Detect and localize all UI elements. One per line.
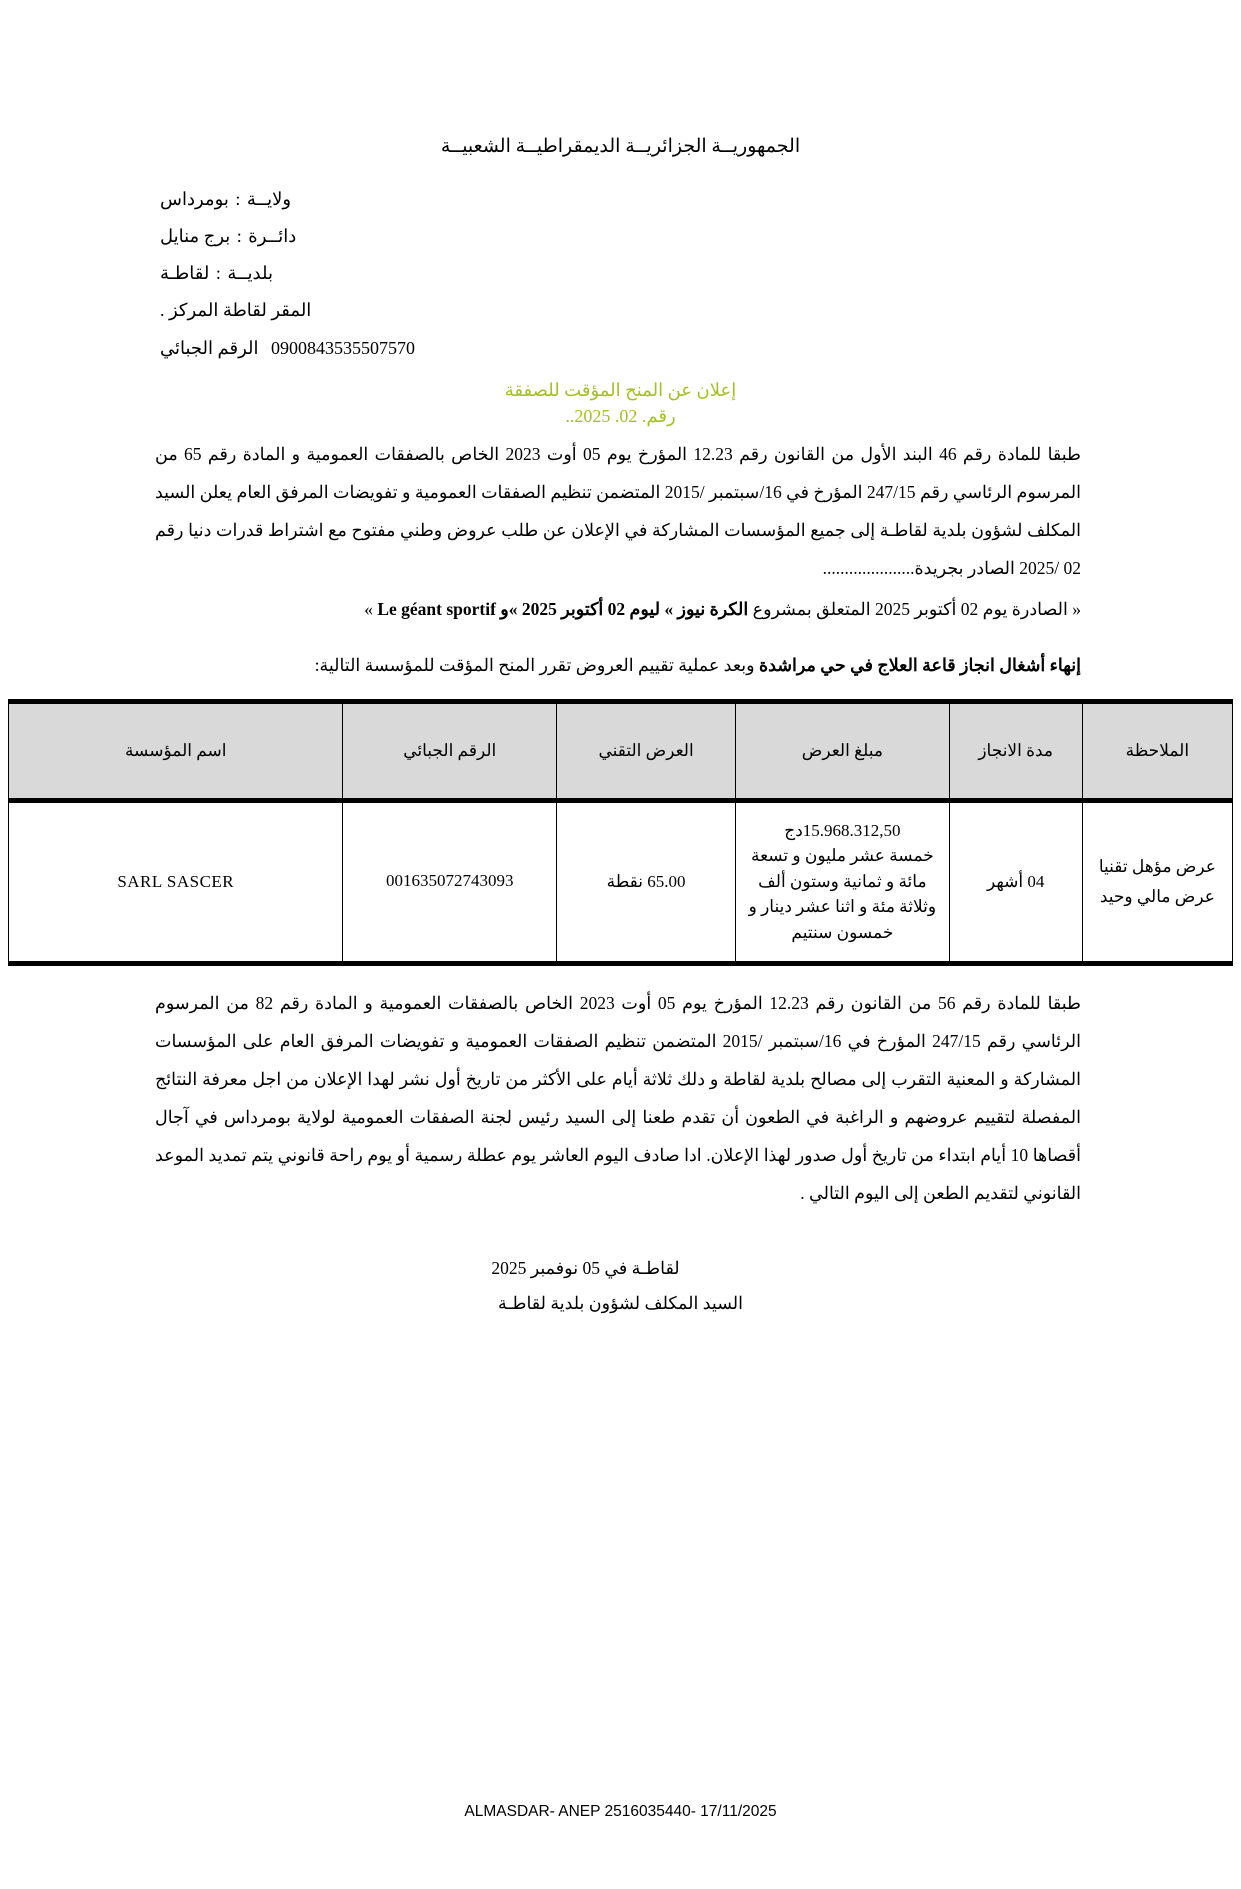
cell-technical-offer: 65.00 نقطة [557, 800, 736, 963]
project-award-text: وبعد عملية تقييم العروض تقرر المنح المؤقت للمؤسسة التالية: [314, 654, 755, 675]
admin-label-daira: دائــرة [248, 225, 297, 246]
national-header: الجمهوريــة الجزائريــة الديمقراطيــة الشعبيــة [440, 136, 801, 157]
admin-sep-wilaya: : [235, 188, 241, 209]
newspaper-date-ar: » ليوم 02 أكتوبر 2025 »و [500, 598, 674, 619]
award-table-body [9, 800, 1233, 963]
project-title: إنهاء أشغال انجاز قاعة العلاج في حي مراشدة [759, 654, 1081, 675]
cell-fiscal-number: 001635072743093 [343, 800, 557, 963]
signature-signer: السيد المكلف لشؤون بلدية لقاطـة [498, 1292, 743, 1313]
cell-note-line-1: عرض مؤهل تقنيا [1098, 856, 1216, 876]
newspaper-publication-line [155, 590, 1081, 628]
admin-label-wilaya: ولايــة [246, 188, 292, 209]
cell-amount [736, 800, 950, 963]
column-header-fiscal-number: الرقم الجبائي [343, 701, 557, 800]
signature-block [0, 1251, 1241, 1321]
appeal-procedure-paragraph: طبقا للمادة رقم 56 من القانون رقم 12.23 المؤرخ يوم 05 أوت 2023 الخاص بالصفقات العمومية و المادة رقم 82 من المرسوم الرئاسي رقم 247/15 المؤرخ في 16/سبتمبر /2015 المتضمن تنظيم الصفقات العمومية و تفويضات المرفق العام على المؤسسات المشاركة و المعنية التقرب إلى مصالح بلدية لقاطة و دلك ثلاثة أيام على الأكثر من تاريخ أول نشر لهدا الإعلان من اجل معرفة النتائج المفصلة لتقييم عروضهم و الراغبة في الطعون أن تقدم طعنا إلى السيد رئيس لجنة الصفقات العمومية لولاية بومرداس في آجال أقصاها 10 أيام ابتداء من تاريخ أول صدور لهذا الإعلان. ادا صادف اليوم العاشر يوم عطلة رسمية أو يوم راحة قانوني يتم تمديد الموعد القانوني لتقديم الطعن إلى اليوم التالي . [155, 992, 1081, 1204]
fiscal-number-value: 0900843535507570 [271, 337, 416, 358]
column-header-company-name: اسم المؤسسة [9, 701, 343, 800]
newspaper-suffix-text: « الصادرة يوم 02 أكتوبر 2025 المتعلق بمشروع [752, 598, 1081, 619]
admin-sep-daira: : [236, 225, 242, 246]
column-header-technical-offer: العرض التقني [557, 701, 736, 800]
newspaper-quote-open: » [364, 598, 373, 619]
admin-row-daira [160, 218, 1241, 255]
admin-row-baladia [160, 255, 1241, 292]
announcement-title-block [0, 377, 1241, 429]
project-award-intro [155, 648, 1081, 683]
award-table-head [9, 701, 1233, 800]
admin-value-wilaya: بومرداس [160, 188, 229, 209]
cell-note [1082, 800, 1232, 963]
column-header-note: الملاحظة [1082, 701, 1232, 800]
newspaper-name-ar: الكرة نيوز [677, 598, 749, 619]
footer-anep-reference: ALMASDAR- ANEP 2516035440- 17/11/2025 [464, 1803, 777, 1820]
legal-reference-text: طبقا للمادة رقم 46 البند الأول من القانون رقم 12.23 المؤرخ يوم 05 أوت 2023 الخاص بالصفقات العمومية و المادة رقم 65 من المرسوم الرئاسي رقم 247/15 المؤرخ في 16/سبتمبر /2015 المتضمن تنظيم الصفقات العمومية و تفويضات المرفق العام يعلن السيد المكلف لشؤون بلدية لقاطـة إلى جميع المؤسسات المشاركة في الإعلان عن طلب عروض وطني مفتوح مع اشتراط قدرات دنيا رقم 02 /2025 الصادر بجريدة..................... [155, 444, 1081, 579]
column-header-amount: مبلغ العرض [736, 701, 950, 800]
award-table-container [8, 699, 1233, 966]
legal-reference-paragraph [155, 435, 1081, 588]
cell-note-line-2: عرض مالي وحيد [1099, 886, 1215, 906]
admin-value-baladia: لقاطـة [160, 263, 210, 284]
admin-fiscal-row [160, 330, 1241, 367]
fiscal-number-label: الرقم الجبائي [160, 337, 259, 358]
newspaper-name-fr: Le géant sportif [377, 598, 496, 619]
cell-amount-words: خمسة عشر مليون و تسعة مائة و ثمانية وستون ألف وثلاثة مئة و اثنا عشر دينار و خمسون سنتيم [748, 846, 937, 942]
administrative-identity-block [0, 181, 1241, 367]
admin-sep-baladia: : [215, 263, 221, 284]
announcement-number: رقم. 02. 2025.. [565, 405, 676, 426]
admin-seat-address: المقر لقاطة المركز . [160, 300, 312, 321]
admin-label-baladia: بلديــة [227, 263, 273, 284]
table-header-row [9, 701, 1233, 800]
document-page [0, 134, 1241, 1889]
admin-value-daira: برج منايل [160, 225, 231, 246]
award-table [8, 699, 1233, 966]
signature-place-date: لقاطـة في 05 نوفمبر 2025 [491, 1257, 680, 1278]
admin-row-wilaya [160, 181, 1241, 218]
table-row [9, 800, 1233, 963]
cell-duration: 04 أشهر [949, 800, 1082, 963]
cell-company-name: SARL SASCER [9, 800, 343, 963]
column-header-duration: مدة الانجاز [949, 701, 1082, 800]
announcement-title: إعلان عن المنح المؤقت للصفقة [504, 379, 737, 400]
cell-amount-figure: 15.968.312,50دج [784, 820, 901, 840]
